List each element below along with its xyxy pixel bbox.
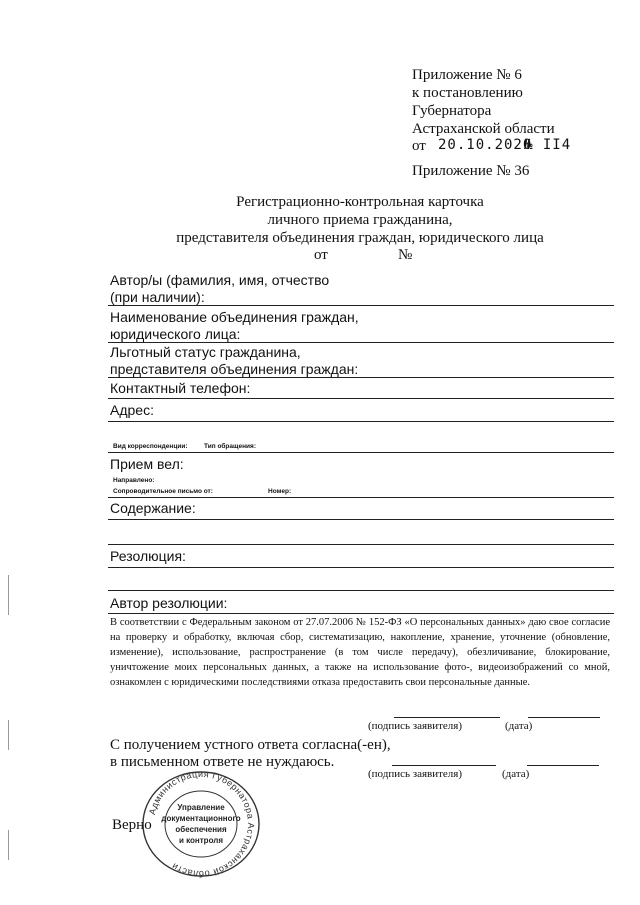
scan-edge-mark (8, 830, 9, 860)
stamp-line3: обеспечения (175, 825, 227, 834)
divider (108, 305, 614, 306)
content-label: Содержание: (110, 500, 196, 516)
consent-paragraph: В соответствии с Федеральным законом от 27.07.2006 № 152-ФЗ «О персональных данных» даю свое согласие на проверку и обработку, включая сбор, систематизацию, накопление, хранение, уточнение (обновление, изменение), использование, распространение (в том числе передачу), обезличивание, блокирование, уничтожение моих персональных данных, а также на использование фото-, видеоизображений со мной, ознакомлен с юридическими последствиями отказа предоставить свои персональные данные. (110, 617, 610, 688)
card-title-line1: Регистрационно-контрольная карточка (236, 194, 484, 210)
resolution-label: Резолюция: (110, 548, 186, 564)
divider (108, 452, 614, 453)
date-line (528, 717, 600, 718)
card-title-line2: личного приема гражданина, (267, 212, 453, 228)
stamp-ring-text: Администрация Губернатора Астраханской области (146, 768, 257, 880)
date-line (527, 765, 599, 766)
divider (108, 377, 614, 378)
divider (108, 567, 614, 568)
appendix-number: Приложение № 6 (412, 67, 522, 83)
applicant-signature-caption: (подпись заявителя) (368, 768, 463, 780)
status-label-2: представителя объединения граждан: (110, 361, 359, 377)
divider (108, 613, 614, 614)
author-label-2: (при наличии): (110, 289, 205, 305)
signature-line (394, 717, 500, 718)
divider (108, 398, 614, 399)
official-stamp (138, 768, 264, 880)
appeal-type-label: Тип обращения: (204, 443, 256, 450)
divider (108, 497, 614, 498)
scan-edge-mark (8, 720, 9, 750)
resolution-author-label: Автор резолюции: (110, 595, 228, 611)
appendix-36: Приложение № 36 (412, 163, 530, 179)
certified-label: Верно (112, 817, 152, 833)
signature-line (392, 765, 496, 766)
divider (108, 519, 614, 520)
status-label-1: Льготный статус гражданина, (110, 344, 301, 360)
address-label: Адрес: (110, 402, 154, 418)
divider (108, 544, 614, 545)
stamp-line1: Управление (177, 803, 225, 812)
appendix-resolution: к постановлению (412, 85, 523, 101)
stamp-line2: документационного (161, 814, 241, 823)
appendix-date-prefix: от (412, 138, 426, 154)
stamp-line4: и контроля (179, 836, 223, 845)
card-number-label: № (398, 247, 413, 263)
cover-letter-label: Сопроводительное письмо от: (113, 488, 213, 495)
author-label-1: Автор/ы (фамилия, имя, отчество (110, 272, 330, 288)
appendix-governor: Губернатора (412, 103, 492, 119)
applicant-signature-caption: (подпись заявителя) (368, 720, 463, 732)
corr-type-label: Вид корреспонденции: (113, 443, 188, 450)
org-label-2: юридического лица: (110, 326, 241, 342)
divider (108, 421, 614, 422)
date-caption: (дата) (502, 768, 530, 780)
card-from-label: от (314, 247, 328, 263)
scan-edge-mark (8, 575, 9, 615)
appendix-number-value: № II4 (524, 137, 572, 153)
oral-answer-line2: в письменном ответе не нуждаюсь. (110, 754, 335, 770)
phone-label: Контактный телефон: (110, 380, 251, 396)
sent-to-label: Направлено: (113, 477, 155, 484)
cover-letter-number-label: Номер: (268, 488, 292, 495)
appendix-region: Астраханской области (412, 121, 555, 137)
oral-answer-line1: С получением устного ответа согласна(-ен), (110, 737, 391, 753)
appendix-date-value: 20.10.2020 (438, 137, 533, 153)
date-caption: (дата) (505, 720, 533, 732)
org-label-1: Наименование объединения граждан, (110, 309, 359, 325)
divider (108, 590, 614, 591)
card-title-line3: представителя объединения граждан, юридического лица (176, 230, 544, 246)
received-by-label: Прием вел: (110, 456, 184, 472)
divider (108, 342, 614, 343)
